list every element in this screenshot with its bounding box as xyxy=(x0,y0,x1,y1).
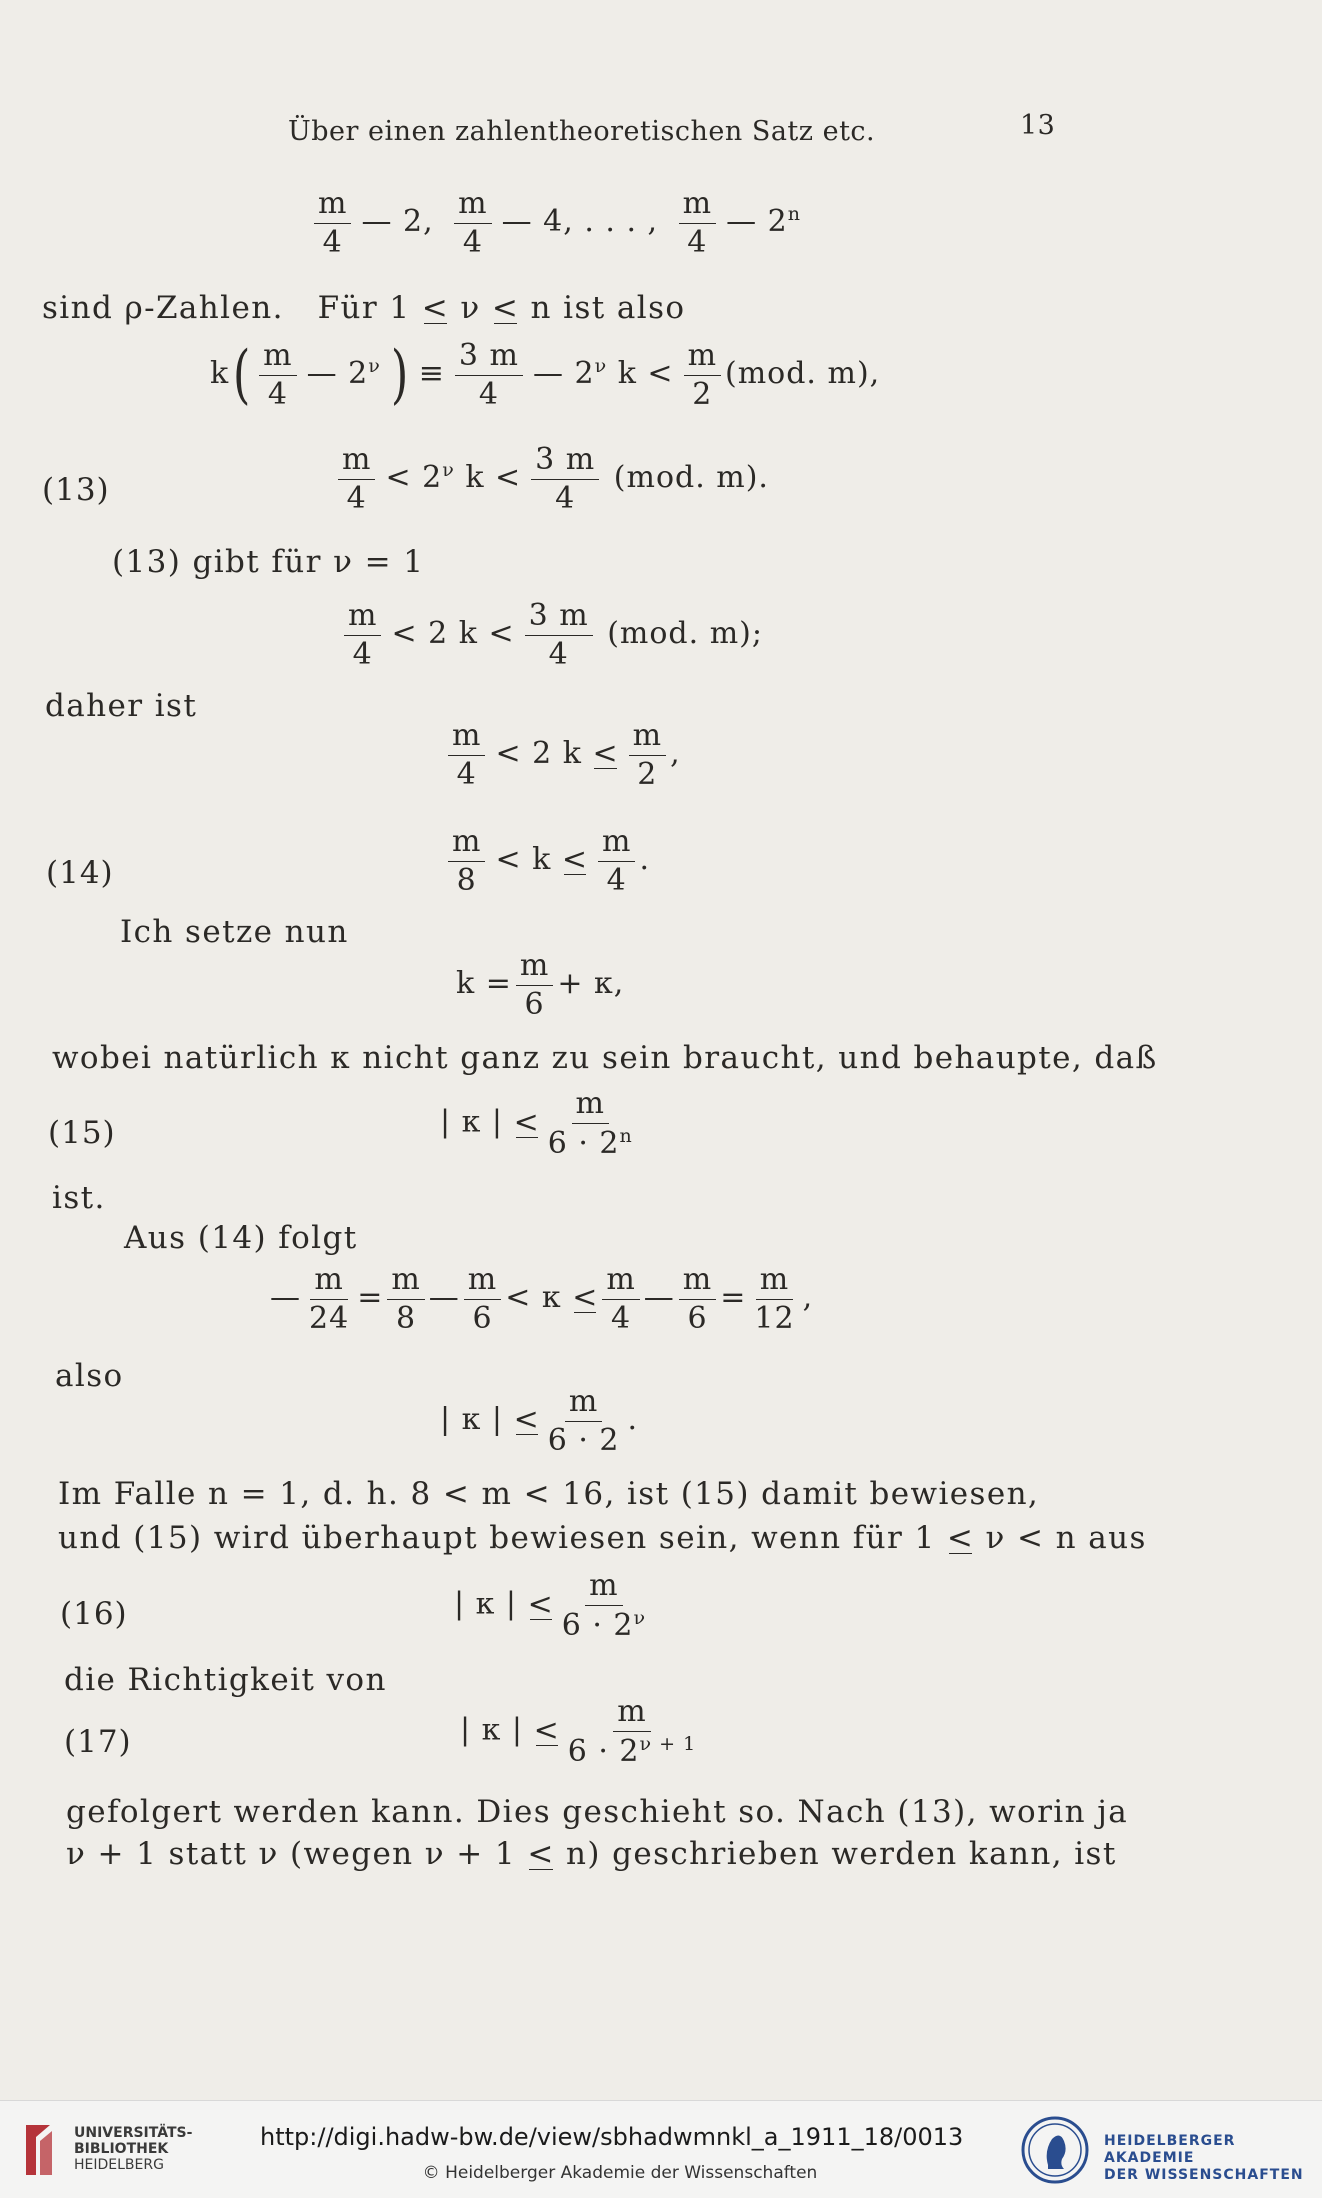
ub-line-1: UNIVERSITÄTS- xyxy=(74,2125,193,2141)
text-statt-a: ν + 1 statt ν (wegen ν + 1 xyxy=(66,1836,517,1872)
line-ist: ist. xyxy=(52,1180,106,1216)
line-statt: ν + 1 statt ν (wegen ν + 1 < n) geschrieben werden kann, ist xyxy=(66,1836,1117,1872)
formula-16: | κ | < $\frac{m}{6 \cdot 2^\nu}$ xyxy=(454,1568,647,1643)
viewer-footer xyxy=(0,2100,1322,2198)
formula-kappa-bounds: — $\frac{m}{24}$ = $\frac{m}{8}$ — $\frac{m}{6}$ < κ < $\frac{m}{4}$ — $\frac{m}{6}$ = $\frac{m}{12}$ , xyxy=(270,1262,814,1336)
text-im-falle-2b: ν < n aus xyxy=(985,1520,1147,1556)
line-rho-zahlen: sind ρ-Zahlen. Für 1 < ν < n ist also xyxy=(42,290,686,326)
university-library-name xyxy=(74,2125,192,2173)
page-number: 13 xyxy=(1020,110,1056,141)
equation-number-14: (14) xyxy=(46,855,114,891)
ub-line-2: BIBLIOTHEK xyxy=(74,2141,169,2157)
running-header-title: Über einen zahlentheoretischen Satz etc. xyxy=(288,116,876,147)
academy-seal-icon xyxy=(1020,2115,1090,2185)
line-ich-setze: Ich setze nun xyxy=(120,914,349,950)
hadw-line-1: HEIDELBERGER AKADEMIE xyxy=(1104,2133,1236,2166)
line-im-falle-2: und (15) wird überhaupt bewiesen sein, wenn für 1 < ν < n aus xyxy=(58,1520,1147,1556)
text-statt-b: n) geschrieben werden kann, ist xyxy=(565,1836,1117,1872)
academy-name xyxy=(1104,2133,1322,2184)
formula-17: | κ | < $\frac{m}{6 \cdot 2^{\nu + 1}}$ xyxy=(460,1694,697,1769)
text-fuer: Für xyxy=(317,290,379,326)
line-im-falle-1: Im Falle n = 1, d. h. 8 < m < 16, ist (15) damit bewiesen, xyxy=(58,1476,1040,1512)
formula-k-def: k = $\frac{m}{6}$ + κ, xyxy=(456,948,625,1022)
line-wobei: wobei natürlich κ nicht ganz zu sein braucht, und behaupte, daß xyxy=(52,1040,1158,1076)
formula-kappa-m12: | κ | < $\frac{m}{6 \cdot 2}$ . xyxy=(440,1384,639,1458)
equation-number-17: (17) xyxy=(64,1724,132,1760)
line-gefolgert: gefolgert werden kann. Dies geschieht so. Nach (13), worin ja xyxy=(66,1794,1129,1830)
copyright-notice: © Heidelberger Akademie der Wissenschaften xyxy=(422,2163,818,2183)
text-gibt-fuer: (13) gibt für xyxy=(112,544,322,580)
line-richtigkeit: die Richtigkeit von xyxy=(64,1662,387,1698)
line-also: also xyxy=(55,1358,124,1394)
formula-13: $\frac{m}{4}$ < $2^\nu$ k < $\frac{3 m}{4}$ (mod. m). xyxy=(334,444,769,514)
university-library-logo-icon xyxy=(16,2121,62,2179)
line-gibt-fuer: (13) gibt für ν = 1 xyxy=(112,544,425,580)
formula-2k-le: $\frac{m}{4}$ < 2 k < $\frac{m}{2}$ , xyxy=(444,720,681,790)
equation-number-13: (13) xyxy=(42,472,110,508)
formula-2k: $\frac{m}{4}$ < 2 k < $\frac{3 m}{4}$ (mod. m); xyxy=(340,600,763,670)
ub-line-3: HEIDELBERG xyxy=(74,2157,164,2173)
permalink-url[interactable]: http://digi.hadw-bw.de/view/sbhadwmnkl_a_1911_18/0013 xyxy=(260,2123,964,2151)
line-aus-14: Aus (14) folgt xyxy=(124,1220,358,1256)
formula-14: $\frac{m}{8}$ < k < $\frac{m}{4}$ . xyxy=(444,826,650,896)
equation-number-15: (15) xyxy=(48,1115,116,1151)
hadw-line-2: DER WISSENSCHAFTEN xyxy=(1104,2167,1304,2183)
text-im-falle-2a: und (15) wird überhaupt bewiesen sein, wenn für 1 xyxy=(58,1520,936,1556)
text-ist-also: ist also xyxy=(563,290,686,326)
text-rho-zahlen: sind ρ-Zahlen. xyxy=(42,290,284,326)
formula-congruence: k( $\frac{m}{4}$ — $2^\nu$ ) ≡ $\frac{3 m}{4}$ — $2^\nu$ k < $\frac{m}{2}$ (mod. m), xyxy=(210,338,881,412)
formula-15: | κ | < $\frac{m}{6 \cdot 2^n}$ xyxy=(440,1086,633,1161)
line-daher-ist: daher ist xyxy=(45,688,198,724)
equation-number-16: (16) xyxy=(60,1596,128,1632)
formula-sequence: $\frac{m}{4}$ — 2, $\frac{m}{4}$ — 4, . . . , $\frac{m}{4}$ — 2$^n$ xyxy=(310,188,807,258)
